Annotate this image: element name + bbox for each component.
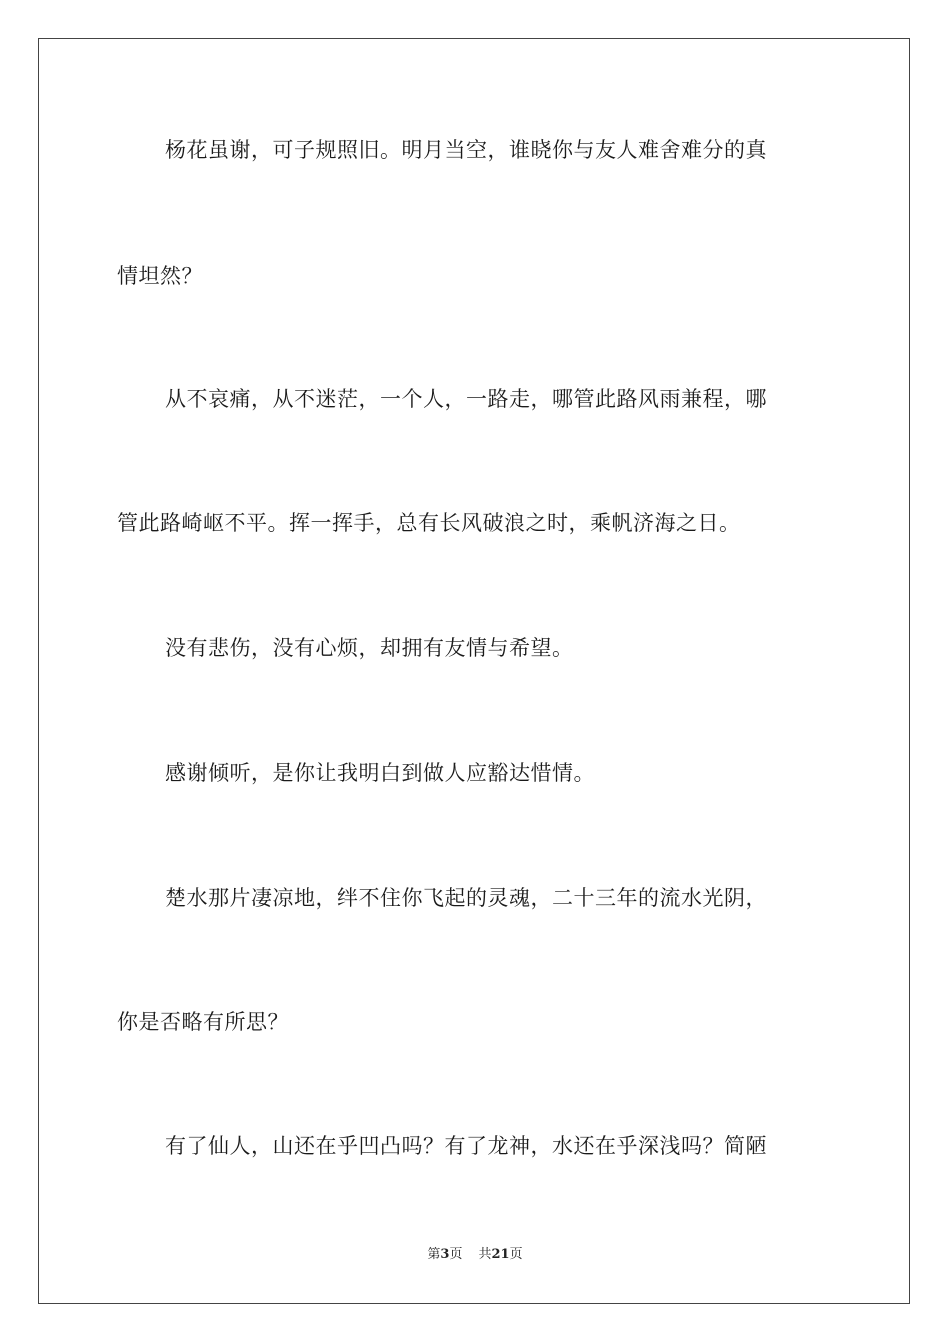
paragraph-5-line-1: 楚水那片凄凉地，绊不住你飞起的灵魂，二十三年的流水光阴， [165, 886, 767, 910]
page-border [38, 38, 910, 1304]
footer-total-suffix: 页 [509, 1247, 523, 1262]
paragraph-2-line-1: 从不哀痛，从不迷茫，一个人，一路走，哪管此路风雨兼程，哪 [165, 387, 767, 411]
footer-total-prefix: 共 [478, 1247, 492, 1262]
paragraph-1-line-1: 杨花虽谢，可子规照旧。明月当空，谁晓你与友人难舍难分的真 [165, 138, 767, 162]
paragraph-2-line-2: 管此路崎岖不平。挥一挥手，总有长风破浪之时，乘帆济海之日。 [117, 511, 741, 535]
paragraph-5-line-2: 你是否略有所思？ [117, 1010, 289, 1034]
footer-total-pages: 21 [491, 1247, 510, 1262]
footer-page-number: 3 [440, 1247, 450, 1262]
paragraph-3-line-1: 没有悲伤，没有心烦，却拥有友情与希望。 [165, 636, 574, 660]
page-footer [0, 1246, 950, 1264]
footer-page-suffix: 页 [449, 1247, 463, 1262]
paragraph-6-line-1: 有了仙人，山还在乎凹凸吗？有了龙神，水还在乎深浅吗？简陋 [165, 1134, 767, 1158]
footer-page-prefix: 第 [427, 1247, 441, 1262]
paragraph-4-line-1: 感谢倾听，是你让我明白到做人应豁达惜情。 [165, 761, 595, 785]
paragraph-1-line-2: 情坦然？ [117, 264, 203, 288]
